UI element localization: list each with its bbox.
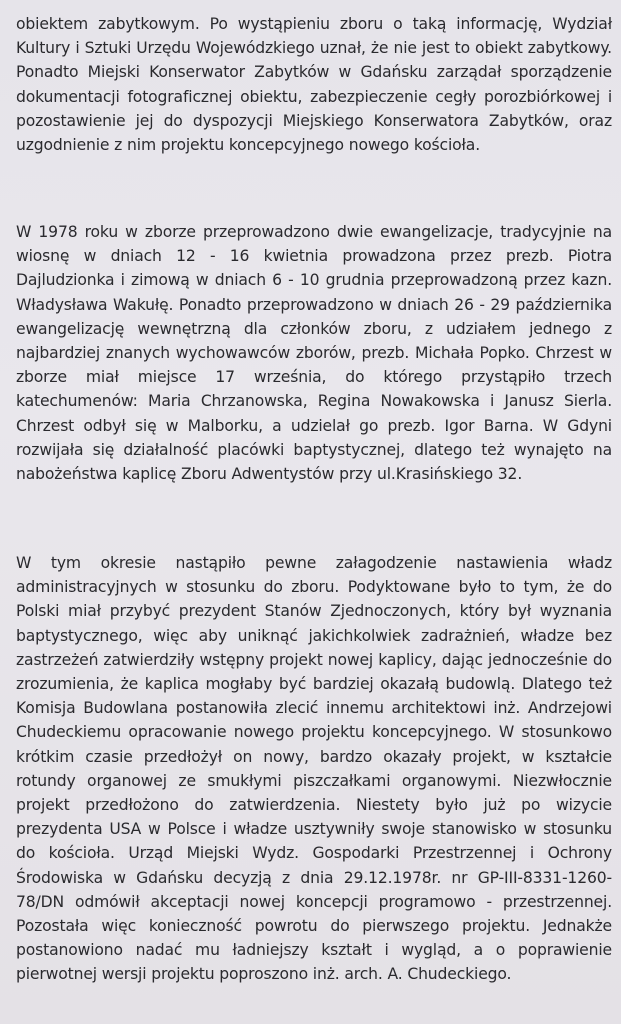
paragraph-1: obiektem zabytkowym. Po wystąpieniu zboru o taką informację, Wydział Kultury i Sztuki Urzędu Wojewódzkiego uznał, że nie jest to obiekt zabytkowy. Ponadto Miejski Konserwator Zabytków w Gdańsku zarządał sporządzenie dokumentacji fotograficznej obiektu, zabezpieczenie cegły porozbiórkowej i pozostawienie jej do dyspozycji Miejskiego Konserwatora Zabytków, oraz uzgodnienie z nim projektu koncepcyjnego nowego kościoła.: [16, 15, 612, 155]
paragraph-3: W tym okresie nastąpiło pewne załagodzenie nastawienia władz administracyjnych w stosunku do zboru. Podyktowane było to tym, że do Polski miał przybyć prezydent Stanów Zjednoczonych, który był wyznania baptystycznego, więc aby uniknąć jakichkolwiek zadrażnień, władze bez zastrzeżeń zatwierdziły wstępny projekt nowej kaplicy, dając jednocześnie do zrozumienia, że kaplica mogłaby być bardziej okazałą budowlą. Dlatego też Komisja Budowlana postanowiła zlecić innemu architektowi inż. Andrzejowi Chudeckiemu opracowanie nowego projektu koncepcyjnego. W stosunkowo krótkim czasie przedłożył on nowy, bardzo okazały projekt, w kształcie rotundy organowej ze smukłymi piszczałkami organowymi. Niezwłocznie projekt przedłożono do zatwierdzenia. Niestety było już po wizycie prezydenta USA w Polsce i władze usztywniły swoje stanowisko w stosunku do kościoła. Urząd Miejski Wydz. Gospodarki Przestrzennej i Ochrony Środowiska w Gdańsku decyzją z dnia 29.12.1978r. nr GP-III-8331-1260-78/DN odmówił akceptacji nowej koncepcji programowo - przestrzennej. Pozostała więc konieczność powrotu do pierwszego projektu. Jednakże postanowiono nadać mu ładniejszy kształt i wygląd, a o poprawienie pierwotnej wersji projektu poproszono inż. arch. A. Chudeckiego.: [16, 554, 612, 984]
paragraph-2: W 1978 roku w zborze przeprowadzono dwie ewangelizacje, tradycyjnie na wiosnę w dniach 12 - 16 kwietnia prowadzona przez prezb. Piotra Dajludzionka i zimową w dniach 6 - 10 grudnia przeprowadzoną przez kazn. Władysława Wakułę. Ponadto przeprowadzono w dniach 26 - 29 października ewangelizację wewnętrzną dla członków zboru, z udziałem jednego z najbardziej znanych wychowawców zborów, prezb. Michała Popko. Chrzest w zborze miał miejsce 17 września, do którego przystąpiło trzech katechumenów: Maria Chrzanowska, Regina Nowakowska i Janusz Sierla. Chrzest odbył się w Malborku, a udzielał go prezb. Igor Barna. W Gdyni rozwijała się działalność placówki baptystycznej, dlatego też wynajęto na nabożeństwa kaplicę Zboru Adwentystów przy ul.Krasińskiego 32.: [16, 223, 612, 484]
